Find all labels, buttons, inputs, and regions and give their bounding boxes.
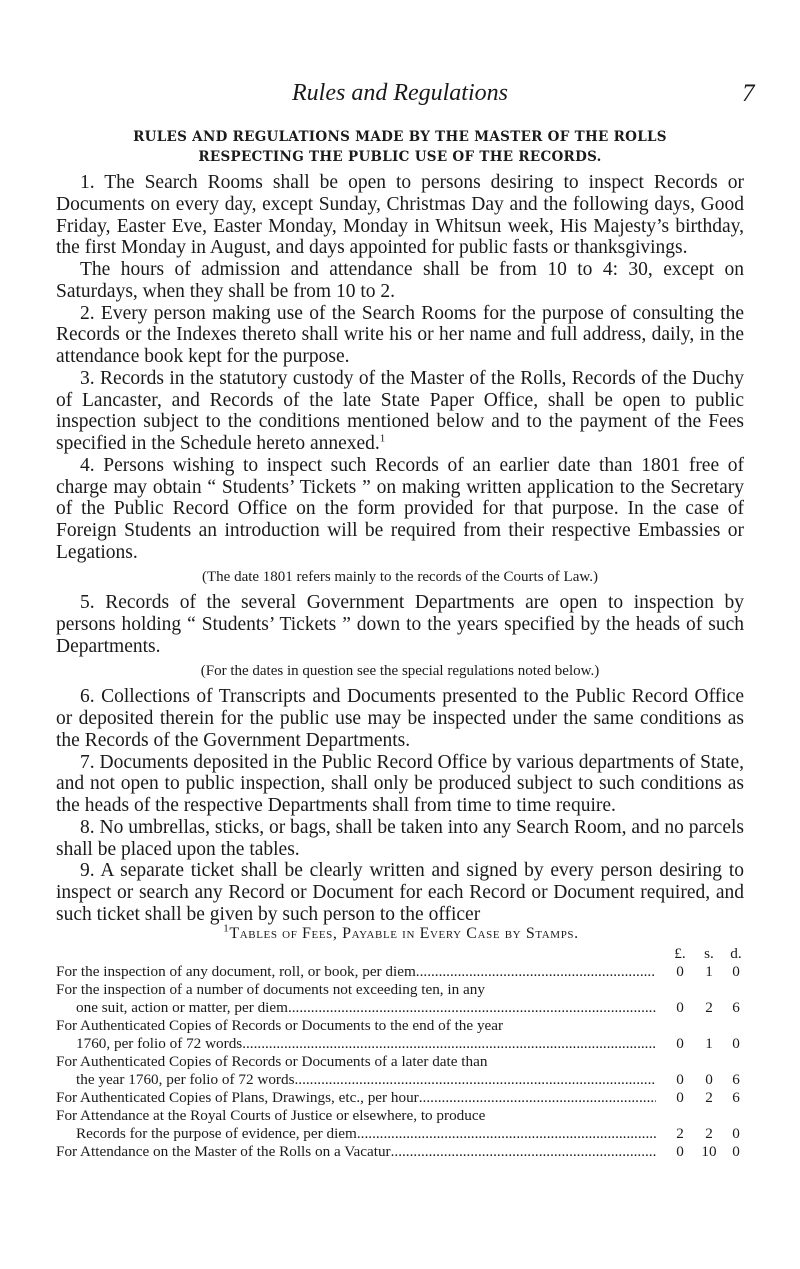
rule-1: 1. The Search Rooms shall be open to persons desiring to inspect Records or Documents on every day, except Sunday, Christmas Day and the following days, Good Friday, Easter Eve, Easter Monday, Monday in Whitsun week, His Majesty’s birthday, the first Monday in August, and days appointed for public fasts or thanksgivings. (56, 172, 744, 259)
fee-shillings: 1 (705, 963, 713, 980)
rule-6: 6. Collections of Transcripts and Documents presented to the Public Record Office or deposited therein for the public use may be inspected under the same conditions as the Records of the Government Departments. (56, 686, 744, 751)
fee-shillings: 2 (705, 1089, 713, 1106)
fees-table-title (56, 922, 746, 943)
rule-2: 2. Every person making use of the Search Rooms for the purpose of consulting the Records or the Indexes thereto shall write his or her name and full address, daily, in the attendance book kept for the purpose. (56, 302, 744, 367)
leader-dots (391, 1143, 656, 1161)
rule-5-note: (For the dates in question see the special regulations noted below.) (200, 662, 600, 679)
rule-5: 5. Records of the several Government Departments are open to inspection by persons holding “ Students’ Tickets ” down to the years specified by the heads of such Departments. (56, 592, 744, 657)
fee-description-line (56, 1125, 656, 1143)
heading-line-2: RESPECTING THE PUBLIC USE OF THE RECORDS. (198, 149, 602, 165)
heading-line-1: RULES AND REGULATIONS MADE BY THE MASTER OF THE ROLLS (133, 129, 667, 145)
fee-shillings: 0 (705, 1071, 713, 1088)
fee-description-line (56, 1017, 656, 1035)
column-pence: d. (730, 945, 742, 962)
fee-pence: 6 (732, 1089, 740, 1106)
fee-pence: 0 (732, 1143, 740, 1160)
fee-description-line (56, 1089, 656, 1107)
fee-description-line (56, 999, 656, 1017)
fee-description-text: For the inspection of any document, roll, or book, per diem (56, 963, 416, 980)
fee-row (56, 963, 746, 981)
page-number: 7 (742, 80, 755, 107)
fee-pounds: 0 (676, 963, 684, 980)
fees-title-text: Tables of Fees, Payable in Every Case by Stamps. (229, 925, 579, 942)
fee-description-line (56, 1107, 656, 1125)
rule-9: 9. A separate ticket shall be clearly written and signed by every person desiring to inspect or search any Record or Document for each Record or Document required, and such ticket shall be given by such person to the officer (56, 860, 744, 925)
fee-row (56, 1017, 746, 1053)
fee-description-text: Records for the purpose of evidence, per diem (76, 1125, 357, 1142)
fee-description-text: For Authenticated Copies of Plans, Drawings, etc., per hour (56, 1089, 419, 1106)
leader-dots (416, 963, 656, 981)
fee-pounds: 2 (676, 1125, 684, 1142)
section-heading (60, 127, 740, 167)
fees-column-headers (56, 945, 746, 963)
fee-rows (56, 963, 746, 1161)
rule-8: 8. No umbrellas, sticks, or bags, shall be taken into any Search Room, and no parcels shall be placed upon the tables. (56, 816, 744, 860)
rule-4: 4. Persons wishing to inspect such Records of an earlier date than 1801 free of charge may obtain “ Students’ Tickets ” on making written application to the Secretary of the Public Record Office on the form provided for that purpose. In the case of Foreign Students an introduction will be required from their respective Embassies or Legations. (56, 454, 744, 563)
rules-body (56, 172, 744, 926)
fee-pence: 0 (732, 1125, 740, 1142)
fee-description-text: the year 1760, per folio of 72 words (76, 1071, 295, 1088)
fees-table (56, 922, 746, 1161)
fee-pence: 0 (732, 963, 740, 980)
fee-description (56, 1053, 656, 1089)
column-pounds: £. (674, 945, 686, 962)
fee-pounds: 0 (676, 1071, 684, 1088)
fee-pounds: 0 (676, 1089, 684, 1106)
leader-dots (242, 1035, 656, 1053)
fee-pounds: 0 (676, 999, 684, 1016)
fee-shillings: 2 (705, 1125, 713, 1142)
fee-description-text: 1760, per folio of 72 words (76, 1035, 243, 1052)
fee-description-line (56, 963, 656, 981)
leader-dots (419, 1089, 656, 1107)
fee-description (56, 1107, 656, 1143)
footnote-marker: 1 (379, 432, 386, 445)
fee-description (56, 1089, 656, 1107)
fee-row (56, 981, 746, 1017)
leader-dots (357, 1125, 656, 1143)
fee-description (56, 1143, 656, 1161)
fee-description-line (56, 981, 656, 999)
fee-description (56, 1017, 656, 1053)
rule-1-hours: The hours of admission and attendance shall be from 10 to 4: 30, except on Saturdays, when they shall be from 10 to 2. (56, 259, 744, 302)
fee-shillings: 10 (701, 1143, 717, 1160)
fees-footnote-mark: 1 (223, 922, 230, 935)
rule-4-note: (The date 1801 refers mainly to the records of the Courts of Law.) (202, 568, 598, 585)
fee-description (56, 981, 656, 1017)
fee-pounds: 0 (676, 1143, 684, 1160)
fee-pence: 0 (732, 1035, 740, 1052)
fee-row (56, 1143, 746, 1161)
fee-pence: 6 (732, 1071, 740, 1088)
fee-description-line (56, 1071, 656, 1089)
rule-7: 7. Documents deposited in the Public Record Office by various departments of State, and not open to public inspection, shall only be produced subject to such conditions as the heads of the respective Departments shall from time to time require. (56, 751, 744, 816)
fee-pence: 6 (732, 999, 740, 1016)
fee-row (56, 1107, 746, 1143)
fee-row (56, 1089, 746, 1107)
rule-3 (56, 368, 744, 455)
rule-3-text: 3. Records in the statutory custody of the Master of the Rolls, Records of the Duchy of Lancaster, and Records of the late State Paper Office, shall be open to public inspection subject to the conditions mentioned below and to the payment of the Fees specified in the Schedule hereto annexed. (56, 367, 744, 454)
fee-description-text: For Attendance on the Master of the Rolls on a Vacatur (56, 1143, 391, 1160)
fee-shillings: 1 (705, 1035, 713, 1052)
fee-shillings: 2 (705, 999, 713, 1016)
fee-description-text: For the inspection of a number of documents not exceeding ten, in any (56, 981, 485, 998)
fee-description-text: For Authenticated Copies of Records or Documents of a later date than (56, 1053, 488, 1070)
leader-dots (294, 1071, 656, 1089)
leader-dots (288, 999, 656, 1017)
fee-description-line (56, 1035, 656, 1053)
column-shillings: s. (704, 945, 714, 962)
fee-description-text: For Authenticated Copies of Records or Documents to the end of the year (56, 1017, 504, 1034)
fee-description (56, 963, 656, 981)
fee-row (56, 1053, 746, 1089)
fee-description-line (56, 1053, 656, 1071)
fee-description-text: one suit, action or matter, per diem (76, 999, 288, 1016)
fee-description-line (56, 1143, 656, 1161)
fee-description-text: For Attendance at the Royal Courts of Justice or elsewhere, to produce (56, 1107, 486, 1124)
fee-pounds: 0 (676, 1035, 684, 1052)
running-title: Rules and Regulations (292, 80, 508, 106)
